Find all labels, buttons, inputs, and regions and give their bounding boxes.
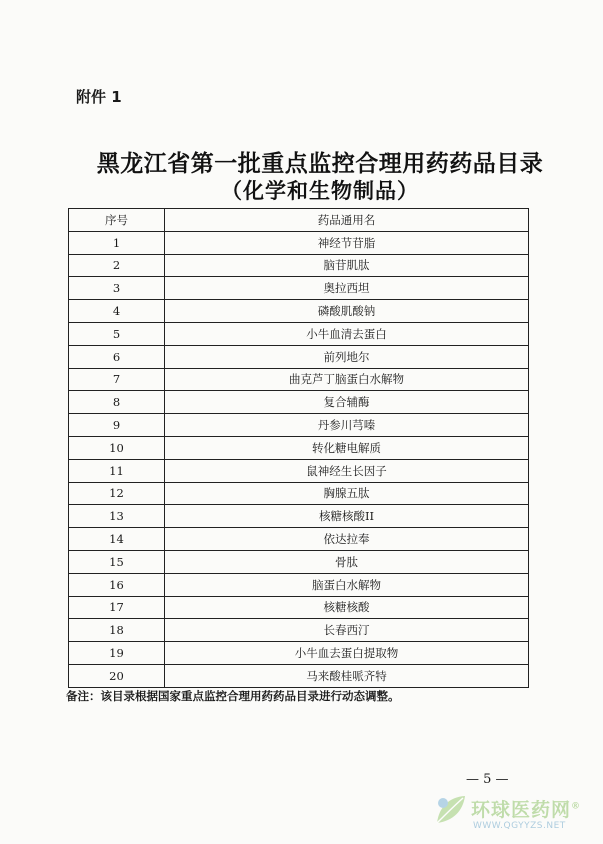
- drug-name-cell: 丹参川芎嗪: [165, 414, 529, 437]
- serial-number-cell: 5: [69, 322, 165, 345]
- drug-name-cell: 骨肽: [165, 550, 529, 573]
- table-row: [69, 619, 529, 642]
- table-row: [69, 664, 529, 687]
- table-row: [69, 414, 529, 437]
- table-body: [69, 231, 529, 687]
- table-row: [69, 482, 529, 505]
- drug-name-cell: 长春西汀: [165, 619, 529, 642]
- page-number: — 5 —: [466, 772, 509, 787]
- table-row: [69, 459, 529, 482]
- serial-number-cell: 20: [69, 664, 165, 687]
- drug-name-cell: 奥拉西坦: [165, 277, 529, 300]
- table-row: [69, 391, 529, 414]
- watermark-url: WWW.QGYYZS.NET: [473, 821, 566, 831]
- drug-name-cell: 脑蛋白水解物: [165, 573, 529, 596]
- drug-name-cell: 复合辅酶: [165, 391, 529, 414]
- table-row: [69, 368, 529, 391]
- serial-number-cell: 11: [69, 459, 165, 482]
- drug-name-cell: 前列地尔: [165, 345, 529, 368]
- document-title: 黑龙江省第一批重点监控合理用药药品目录: [96, 151, 544, 177]
- drug-list-table: [68, 208, 529, 688]
- table-row: [69, 505, 529, 528]
- serial-number-cell: 8: [69, 391, 165, 414]
- drug-name-cell: 核糖核酸: [165, 596, 529, 619]
- serial-number-cell: 17: [69, 596, 165, 619]
- drug-name-cell: 转化糖电解质: [165, 436, 529, 459]
- drug-name-cell: 小牛血去蛋白提取物: [165, 642, 529, 665]
- table-row: [69, 528, 529, 551]
- serial-number-cell: 4: [69, 300, 165, 323]
- table-row: [69, 642, 529, 665]
- table-row: [69, 277, 529, 300]
- serial-number-cell: 15: [69, 550, 165, 573]
- table-row: [69, 573, 529, 596]
- table-row: [69, 300, 529, 323]
- serial-number-cell: 18: [69, 619, 165, 642]
- serial-number-cell: 1: [69, 231, 165, 254]
- serial-number-cell: 6: [69, 345, 165, 368]
- watermark-logo: [433, 791, 593, 835]
- serial-number-cell: 2: [69, 254, 165, 277]
- serial-number-cell: 9: [69, 414, 165, 437]
- serial-number-cell: 7: [69, 368, 165, 391]
- header-serial-number: 序号: [69, 209, 165, 232]
- serial-number-cell: 13: [69, 505, 165, 528]
- drug-name-cell: 脑苷肌肽: [165, 254, 529, 277]
- table-row: [69, 322, 529, 345]
- serial-number-cell: 10: [69, 436, 165, 459]
- table-row: [69, 231, 529, 254]
- drug-name-cell: 核糖核酸II: [165, 505, 529, 528]
- serial-number-cell: 19: [69, 642, 165, 665]
- serial-number-cell: 14: [69, 528, 165, 551]
- table-row: [69, 596, 529, 619]
- table-header-row: [69, 209, 529, 232]
- drug-name-cell: 鼠神经生长因子: [165, 459, 529, 482]
- drug-name-cell: 曲克芦丁脑蛋白水解物: [165, 368, 529, 391]
- serial-number-cell: 16: [69, 573, 165, 596]
- table-row: [69, 436, 529, 459]
- drug-name-cell: 马来酸桂哌齐特: [165, 664, 529, 687]
- drug-name-cell: 神经节苷脂: [165, 231, 529, 254]
- drug-name-cell: 磷酸肌酸钠: [165, 300, 529, 323]
- serial-number-cell: 12: [69, 482, 165, 505]
- drug-name-cell: 胸腺五肽: [165, 482, 529, 505]
- watermark-name: 环球医药网®: [471, 799, 582, 821]
- footnote: 备注：该目录根据国家重点监控合理用药药品目录进行动态调整。: [66, 689, 400, 703]
- document-subtitle: （化学和生物制品）: [221, 179, 419, 203]
- attachment-label: 附件 1: [76, 88, 122, 106]
- table-row: [69, 345, 529, 368]
- table-row: [69, 550, 529, 573]
- leaf-logo-icon: [433, 793, 469, 827]
- header-drug-name: 药品通用名: [165, 209, 529, 232]
- table-row: [69, 254, 529, 277]
- drug-name-cell: 依达拉奉: [165, 528, 529, 551]
- serial-number-cell: 3: [69, 277, 165, 300]
- drug-name-cell: 小牛血清去蛋白: [165, 322, 529, 345]
